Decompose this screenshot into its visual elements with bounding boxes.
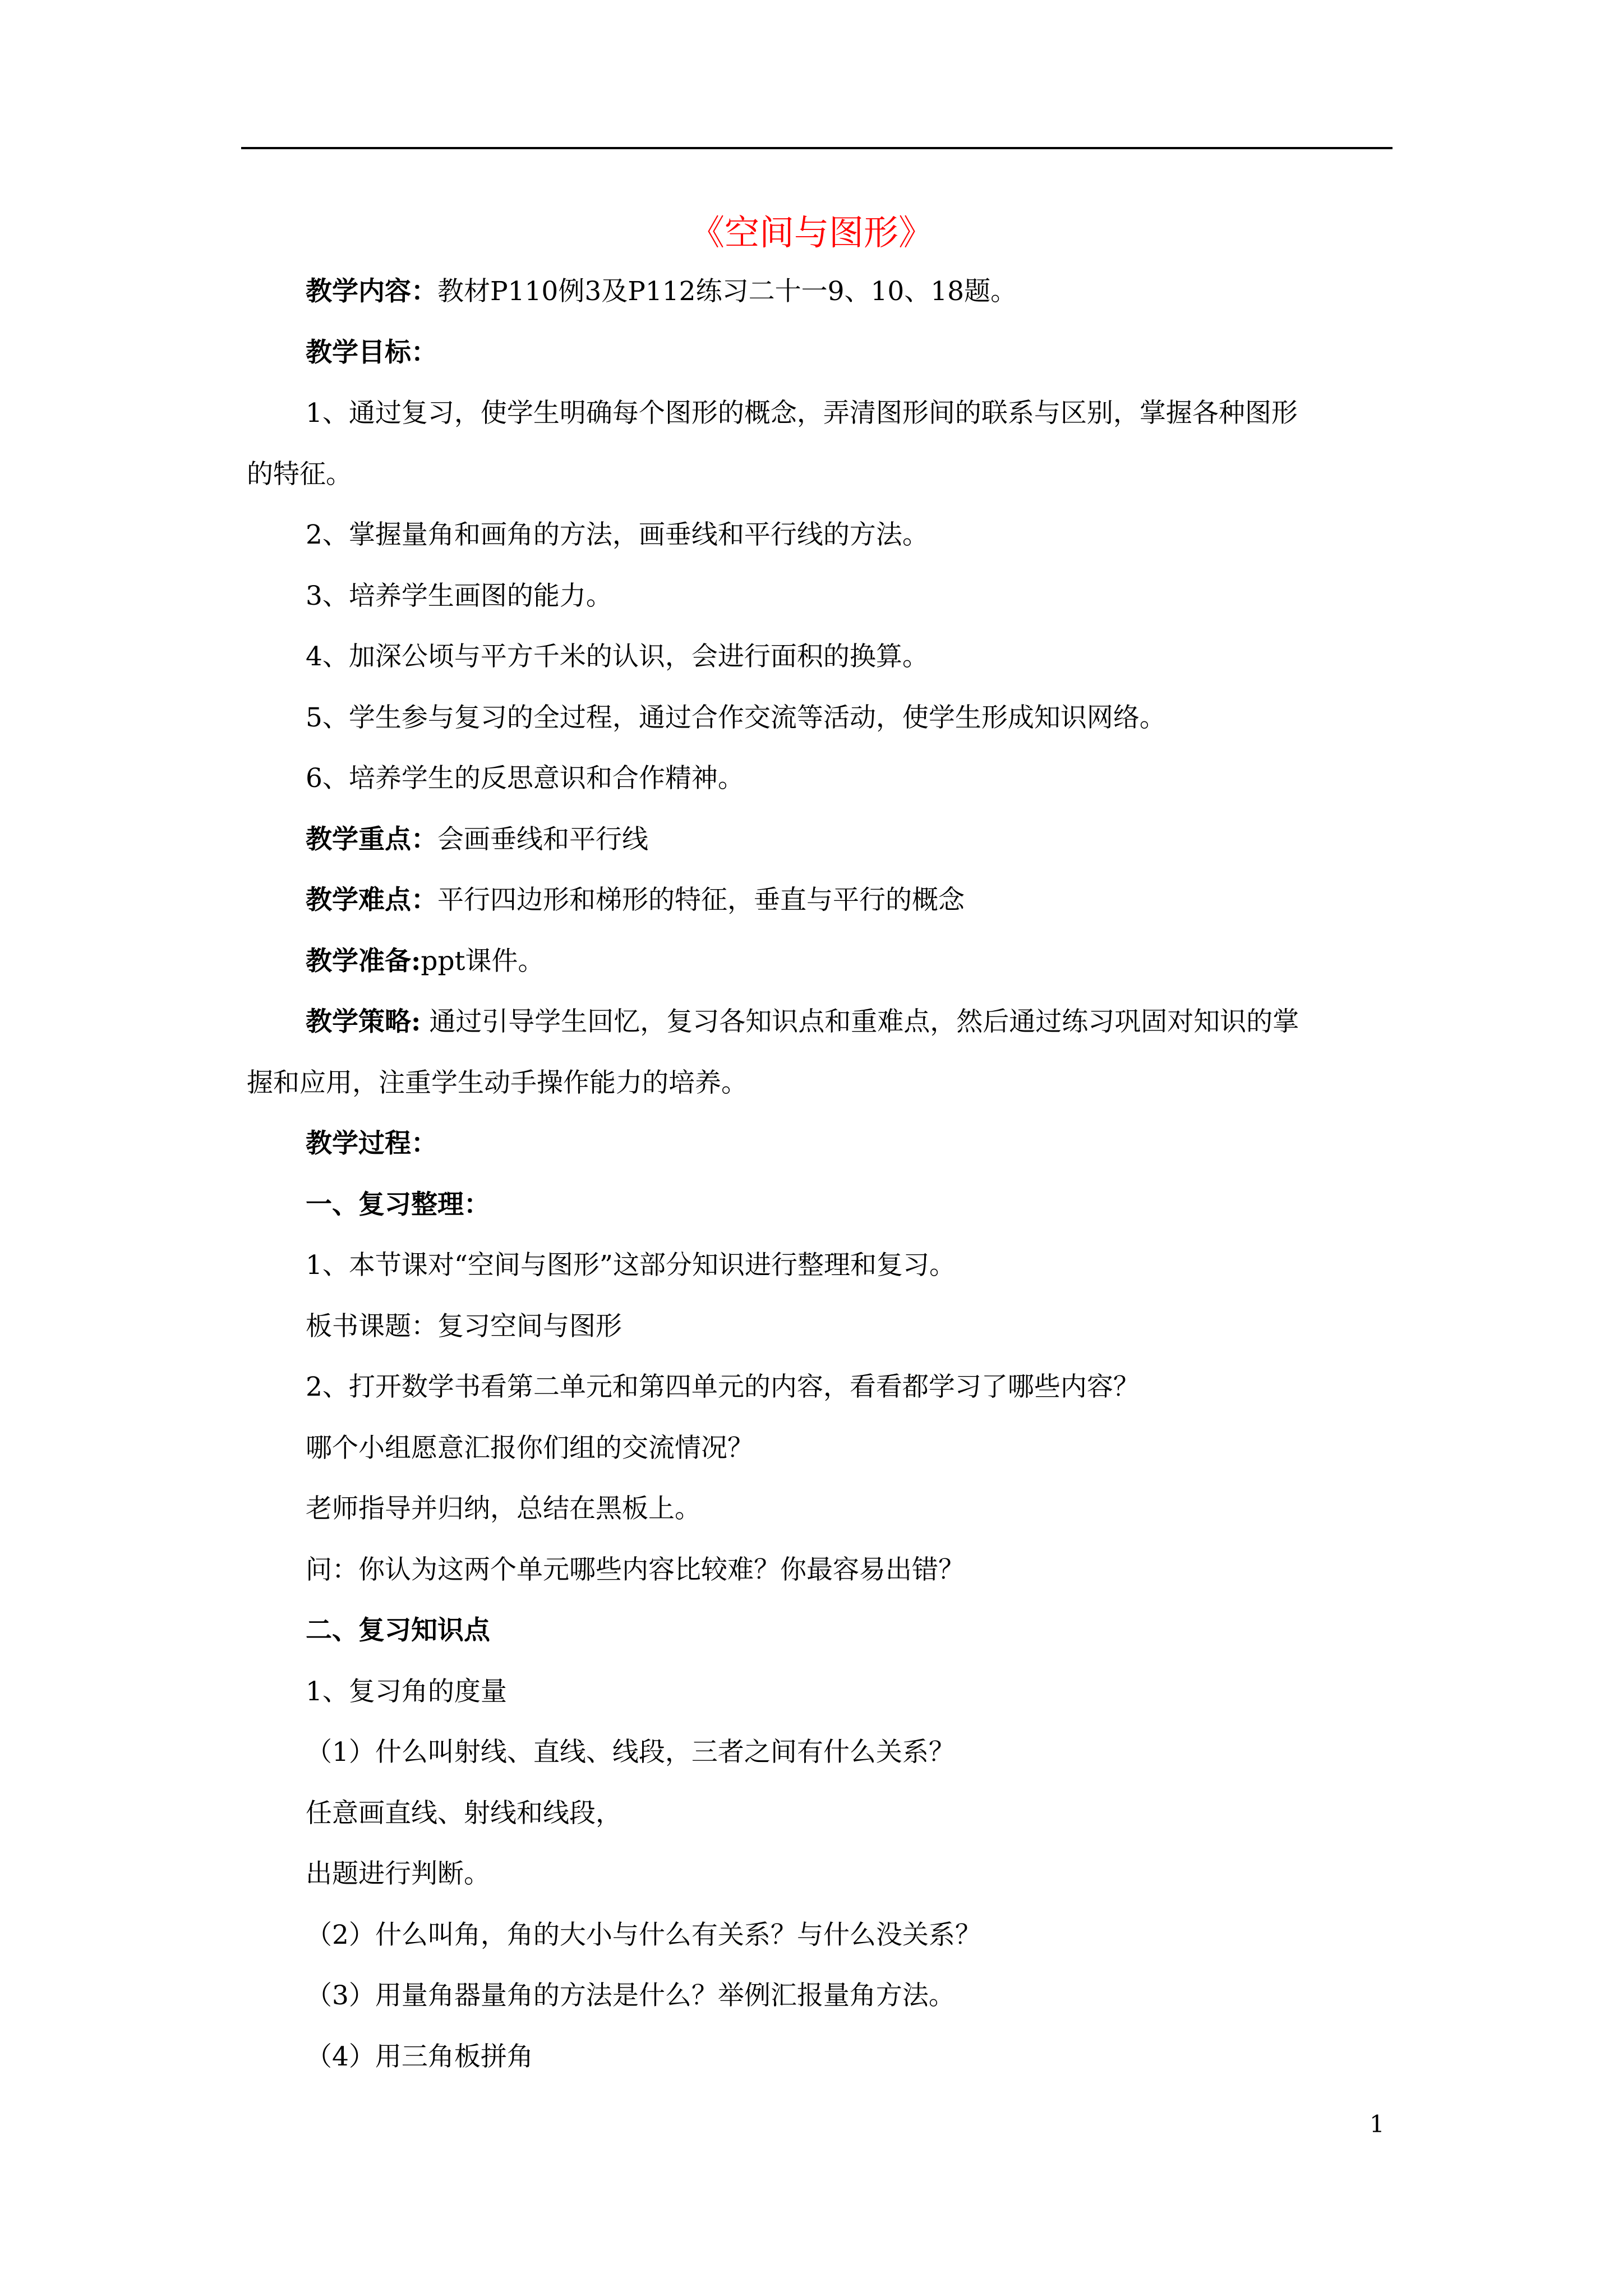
review-line-6: 问：你认为这两个单元哪些内容比较难？你最容易出错？ <box>306 1554 965 1585</box>
section-heading-review: 一、复习整理： <box>306 1189 490 1220</box>
objective-item-1-continued: 的特征。 <box>247 459 352 490</box>
section-heading-knowledge: 二、复习知识点 <box>306 1615 490 1646</box>
content-line <box>306 274 1017 310</box>
preparation-text: ppt课件。 <box>421 946 545 977</box>
strategy-text-continued: 握和应用，注重学生动手操作能力的培养。 <box>247 1068 748 1098</box>
objective-item-6: 6、培养学生的反思意识和合作精神。 <box>306 763 744 794</box>
key-point-line <box>306 822 648 858</box>
process-label: 教学过程： <box>306 1128 437 1159</box>
objective-item-3: 3、培养学生画图的能力。 <box>306 581 612 611</box>
knowledge-line-5: （2）什么叫角，角的大小与什么有关系？与什么没关系？ <box>306 1920 981 1950</box>
key-point-text: 会画垂线和平行线 <box>437 824 648 855</box>
review-line-2: 板书课题：复习空间与图形 <box>306 1311 622 1342</box>
knowledge-line-6: （3）用量角器量角的方法是什么？举例汇报量角方法。 <box>306 1980 955 2011</box>
objectives-label: 教学目标： <box>306 337 437 368</box>
knowledge-line-1: 1、复习角的度量 <box>306 1676 507 1707</box>
review-line-4: 哪个小组愿意汇报你们组的交流情况？ <box>306 1433 754 1464</box>
content-text: 教材P110例3及P112练习二十一9、10、18题。 <box>437 276 1017 307</box>
objective-item-4: 4、加深公顷与平方千米的认识，会进行面积的换算。 <box>306 641 929 672</box>
difficulty-text: 平行四边形和梯形的特征，垂直与平行的概念 <box>437 885 965 915</box>
preparation-label: 教学准备: <box>306 946 421 977</box>
difficulty-label: 教学难点： <box>306 885 437 915</box>
header-rule <box>241 147 1393 149</box>
document-title: 《空间与图形》 <box>689 212 933 253</box>
strategy-text: 通过引导学生回忆，复习各知识点和重难点，然后通过练习巩固对知识的掌 <box>429 1006 1299 1037</box>
knowledge-line-4: 出题进行判断。 <box>306 1858 490 1889</box>
strategy-label: 教学策略: <box>306 1006 421 1037</box>
knowledge-line-7: （4）用三角板拼角 <box>306 2041 533 2072</box>
knowledge-line-2: （1）什么叫射线、直线、线段，三者之间有什么关系？ <box>306 1737 955 1768</box>
review-line-1: 1、本节课对“空间与图形”这部分知识进行整理和复习。 <box>306 1250 956 1281</box>
knowledge-line-3: 任意画直线、射线和线段， <box>306 1798 622 1829</box>
strategy-line <box>306 1004 1299 1040</box>
objective-item-5: 5、学生参与复习的全过程，通过合作交流等活动，使学生形成知识网络。 <box>306 702 1166 733</box>
key-point-label: 教学重点： <box>306 824 437 855</box>
review-line-5: 老师指导并归纳，总结在黑板上。 <box>306 1493 701 1524</box>
difficulty-line <box>306 882 965 918</box>
content-label: 教学内容： <box>306 276 437 307</box>
preparation-line <box>306 944 544 979</box>
objective-item-2: 2、掌握量角和画角的方法，画垂线和平行线的方法。 <box>306 519 929 550</box>
review-line-3: 2、打开数学书看第二单元和第四单元的内容，看看都学习了哪些内容？ <box>306 1372 1140 1402</box>
page-number: 1 <box>1370 2110 1385 2138</box>
objective-item-1: 1、通过复习，使学生明确每个图形的概念，弄清图形间的联系与区别，掌握各种图形 <box>306 398 1298 429</box>
